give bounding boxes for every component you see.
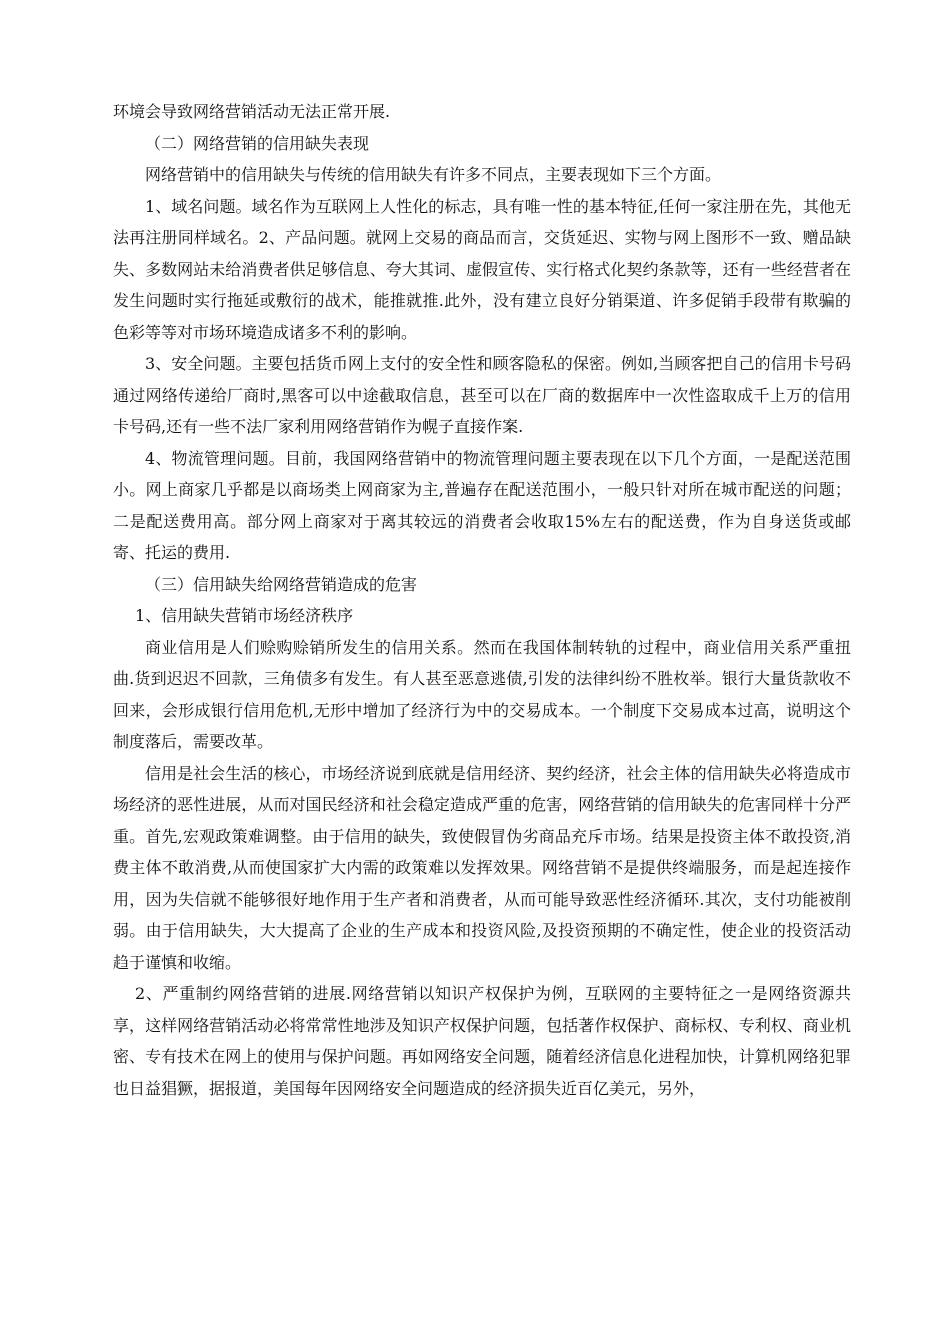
paragraph-logistics-issues: 4、物流管理问题。目前，我国网络营销中的物流管理问题主要表现在以下几个方面，一是配送范围小。网上商家几乎都是以商场类上网商家为主,普遍存在配送范围小，一般只针对所在城市配送的问题；二是配送费用高。部分网上商家对于离其较远的消费者会收取15%左右的配送费，作为自身送货或邮寄、托运的费用. bbox=[113, 448, 851, 562]
paragraph-intro: 网络营销中的信用缺失与传统的信用缺失有许多不同点，主要表现如下三个方面。 bbox=[145, 165, 722, 184]
paragraph-credit-core: 信用是社会生活的核心，市场经济说到底就是信用经济、契约经济，社会主体的信用缺失必将造成市场经济的恶性进展，从而对国民经济和社会稳定造成严重的危害，网络营销的信用缺失的危害同样十分严重。首先,宏观政策难调整。由于信用的缺失，致使假冒伪劣商品充斥市场。结果是投资主体不敢投资,消费主体不敢消费,从而使国家扩大内需的政策难以发挥效果。网络营销不是提供终端服务，而是起连接作用，因为失信就不能够很好地作用于生产者和消费者，从而可能导致恶性经济循环.其次，支付功能被削弱。由于信用缺失，大大提高了企业的生产成本和投资风险,及投资预期的不确定性，使企业的投资活动趋于谨慎和收缩。 bbox=[113, 763, 851, 972]
document-page bbox=[113, 96, 851, 1104]
paragraph-commercial-credit: 商业信用是人们赊购赊销所发生的信用关系。然而在我国体制转轨的过程中，商业信用关系严重扭曲.货到迟迟不回款，三角债多有发生。有人甚至恶意逃债,引发的法律纠纷不胜枚举。银行大量货款收不回来，会形成银行信用危机,无形中增加了经济行为中的交易成本。一个制度下交易成本过高，说明这个制度落后，需要改革。 bbox=[113, 637, 851, 751]
paragraph-continuation: 环境会导致网络营销活动无法正常开展. bbox=[113, 102, 391, 121]
paragraph-domain-product-issues: 1、域名问题。域名作为互联网上人性化的标志，具有唯一性的基本特征,任何一家注册在先，其他无法再注册同样域名。2、产品问题。就网上交易的商品而言，交货延迟、实物与网上图形不一致、赠品缺失、多数网站未给消费者供足够信息、夸大其词、虚假宣传、实行格式化契约条款等，还有一些经营者在发生问题时实行拖延或敷衍的战术，能推就推.此外，没有建立良好分销渠道、许多促销手段带有欺骗的色彩等等对市场环境造成诸多不利的影响。 bbox=[113, 196, 851, 342]
section-heading-harm: （三）信用缺失给网络营销造成的危害 bbox=[145, 574, 418, 594]
subheading-market-order: 1、信用缺失营销市场经济秩序 bbox=[135, 606, 354, 625]
paragraph-restrict-development: 2、严重制约网络营销的进展.网络营销以知识产权保护为例，互联网的主要特征之一是网络资源共享，这样网络营销活动必将常常性地涉及知识产权保护问题，包括著作权保护、商标权、专利权、商业机密、专有技术在网上的使用与保护问题。再如网络安全问题，随着经济信息化进程加快，计算机网络犯罪也日益猖獗，据报道，美国每年因网络安全问题造成的经济损失近百亿美元，另外， bbox=[113, 984, 851, 1098]
section-heading-credit-loss-manifestations: （二）网络营销的信用缺失表现 bbox=[145, 133, 370, 153]
paragraph-security-issues: 3、安全问题。主要包括货币网上支付的安全性和顾客隐私的保密。例如,当顾客把自己的信用卡号码通过网络传递给厂商时,黑客可以中途截取信息，甚至可以在厂商的数据库中一次性盗取成千上万的信用卡号码,还有一些不法厂家利用网络营销作为幌子直接作案. bbox=[113, 354, 851, 436]
